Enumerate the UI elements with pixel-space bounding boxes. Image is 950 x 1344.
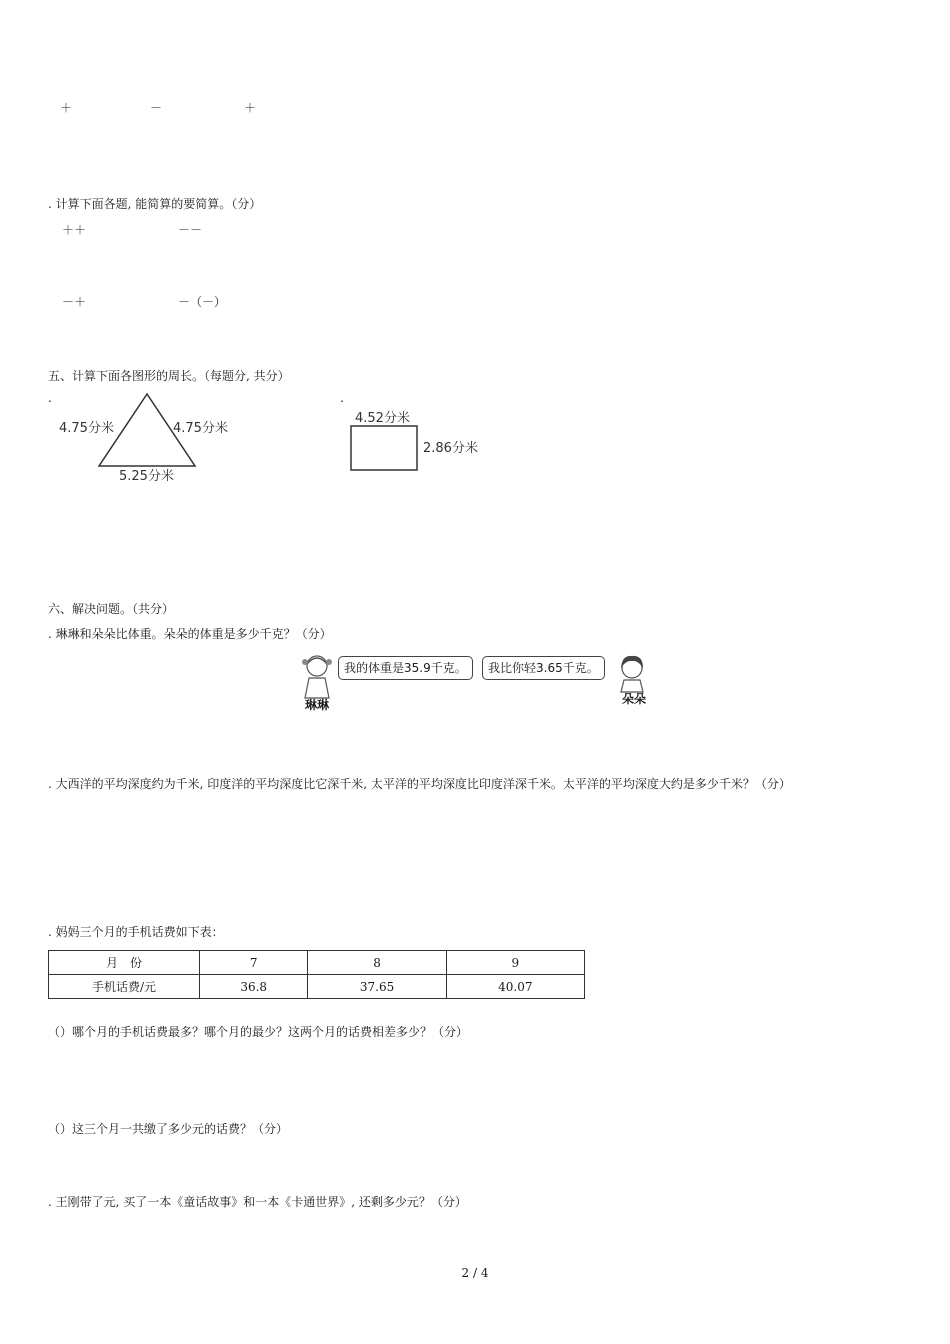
table-cell: 37.65: [308, 975, 446, 999]
top-op-3: ＋: [244, 101, 257, 115]
page-number: 2 / 4: [461, 1266, 489, 1280]
table-cell: 8: [308, 951, 446, 975]
girl-duoduo-illustration: [612, 652, 652, 694]
q4-title: . 计算下面各题, 能简算的要简算。（分）: [48, 197, 262, 211]
sec6-q3-sub2: （）这三个月一共缴了多少元的话费？（分）: [48, 1122, 289, 1136]
top-op-1: ＋: [60, 101, 73, 115]
speech-bubble-duoduo: 我比你轻3.65千克。: [482, 656, 605, 680]
triangle-left-label: 4.75分米: [59, 421, 114, 436]
sec6-q3-sub1: （）哪个月的手机话费最多？哪个月的最少？这两个月的话费相差多少？（分）: [48, 1025, 469, 1039]
triangle-figure: [55, 388, 255, 488]
sec6-q2-text: . 大西洋的平均深度约为千米, 印度洋的平均深度比它深千米, 太平洋的平均深度比印度洋深千米。太平洋的平均深度大约是多少千米？（分）: [48, 777, 791, 791]
phone-fee-table: [48, 950, 585, 999]
sec6-title: 六、解决问题。（共分）: [48, 602, 175, 616]
rectangle-figure: [345, 408, 505, 498]
sec6-q1-text: . 琳琳和朵朵比体重。朵朵的体重是多少千克？（分）: [48, 627, 332, 641]
q4-expr-2: －－: [178, 223, 203, 237]
name-linlin: 琳琳: [305, 698, 330, 712]
table-row: [49, 975, 585, 999]
triangle-right-label: 4.75分米: [173, 421, 228, 436]
speech-bubble-linlin: 我的体重是35.9千克。: [338, 656, 473, 680]
name-duoduo: 朵朵: [622, 692, 647, 706]
q4-expr-1: ＋＋: [62, 223, 87, 237]
table-cell: 月 份: [49, 951, 200, 975]
sec5-title: 五、计算下面各图形的周长。（每题分, 共分）: [48, 369, 290, 383]
girl-linlin-illustration: [297, 652, 337, 702]
table-cell: 7: [200, 951, 308, 975]
triangle-base-label: 5.25分米: [119, 469, 174, 484]
table-cell: 9: [446, 951, 584, 975]
table-cell: 36.8: [200, 975, 308, 999]
sec5-item-mark-2: .: [340, 391, 344, 405]
sec6-q3-text: . 妈妈三个月的手机话费如下表：: [48, 925, 224, 939]
q4-expr-4: －（－）: [178, 295, 227, 309]
top-op-2: －: [150, 101, 163, 115]
sec5-item-mark-1: .: [48, 391, 52, 405]
rectangle-shape: [351, 426, 417, 470]
table-cell: 40.07: [446, 975, 584, 999]
q4-expr-3: －＋: [62, 295, 87, 309]
table-cell: 手机话费/元: [49, 975, 200, 999]
sec6-q4-text: . 王刚带了元, 买了一本《童话故事》和一本《卡通世界》, 还剩多少元？（分）: [48, 1195, 467, 1209]
rectangle-top-label: 4.52分米: [355, 411, 410, 426]
table-row: [49, 951, 585, 975]
rectangle-side-label: 2.86分米: [423, 441, 478, 456]
